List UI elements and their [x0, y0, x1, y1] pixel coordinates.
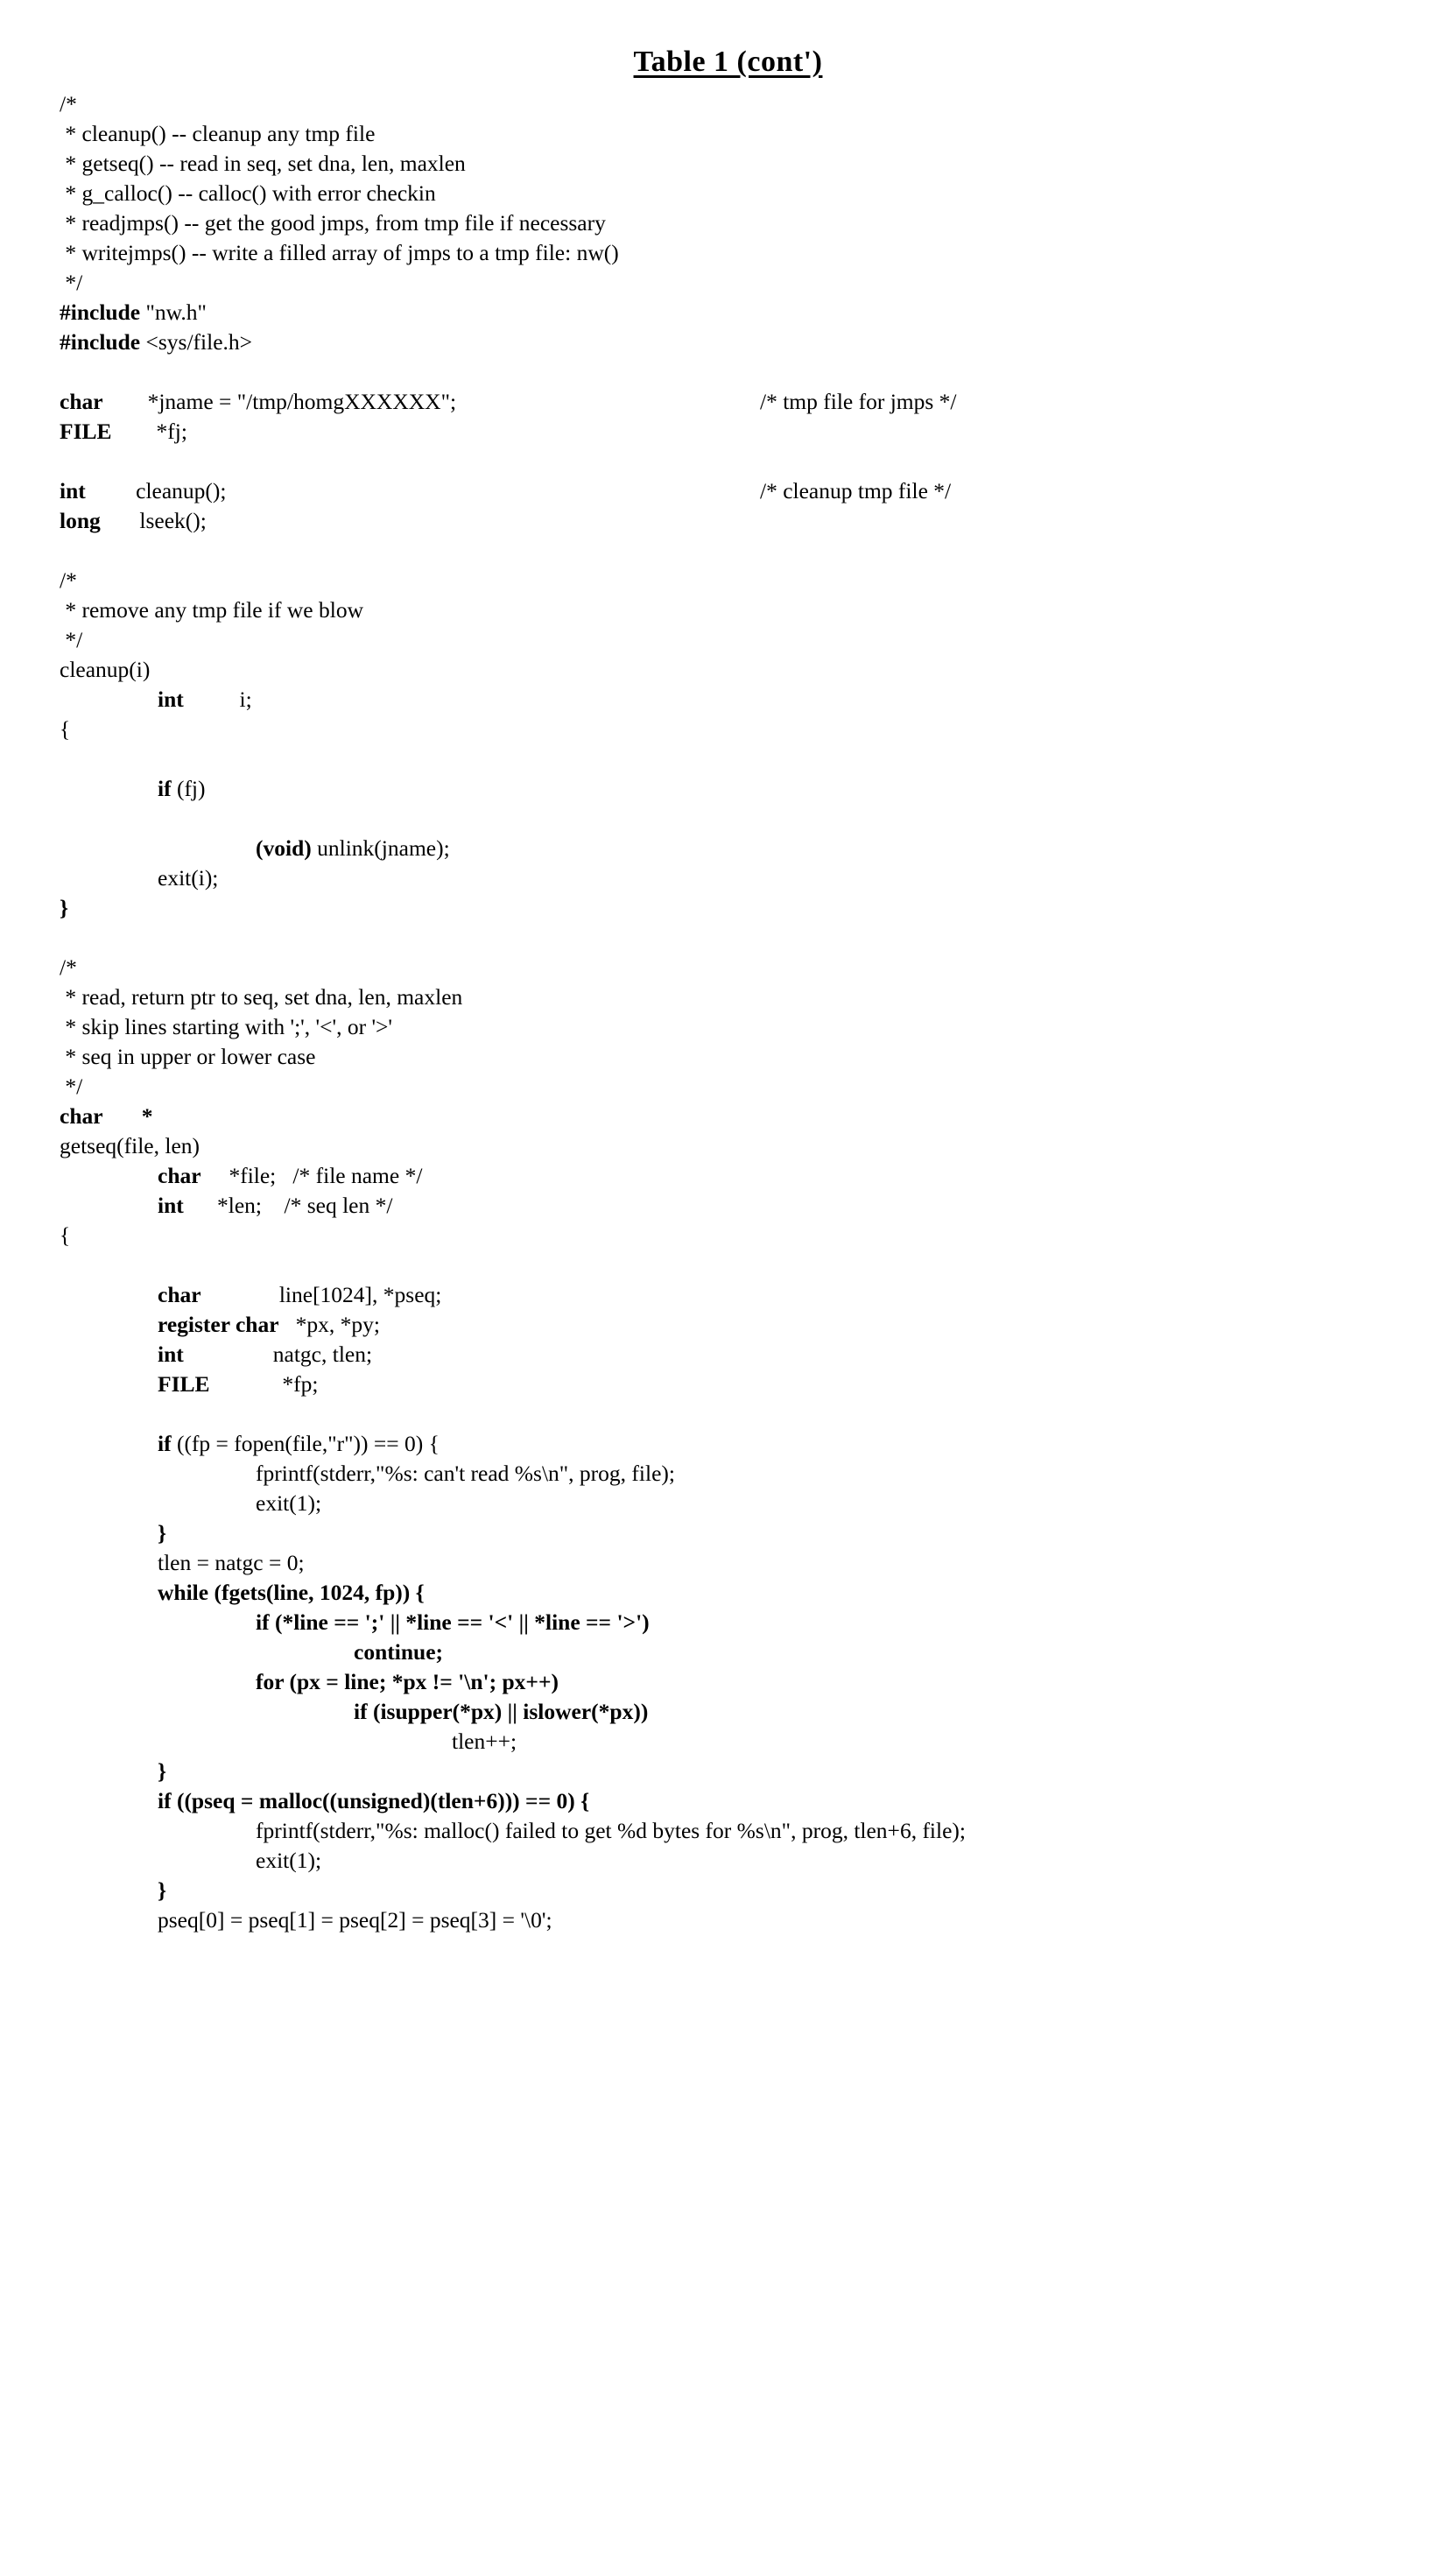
- code-keyword: continue;: [354, 1639, 443, 1665]
- code-keyword: }: [158, 1758, 167, 1784]
- code-keyword: int: [60, 478, 86, 503]
- code-keyword: (void): [256, 835, 312, 861]
- code-line: [158, 1786, 1425, 1816]
- code-keyword: FILE: [158, 1371, 210, 1397]
- code-line: [60, 1012, 1425, 1042]
- code-keyword: if: [158, 1431, 172, 1456]
- code-text: /*: [60, 91, 77, 116]
- code-line: [60, 655, 1425, 685]
- code-line: [60, 1072, 1425, 1102]
- code-line: [60, 625, 1425, 655]
- code-line: [158, 1876, 1425, 1905]
- code-line: [158, 1548, 1425, 1578]
- code-text: * cleanup() -- cleanup any tmp file: [60, 121, 376, 146]
- code-line: [60, 506, 1425, 536]
- code-text: lseek();: [100, 508, 207, 533]
- code-text: * writejmps() -- write a filled array of jmps to a tmp file: nw(): [60, 240, 619, 265]
- code-line: [256, 1667, 1425, 1697]
- code-keyword: #include: [60, 329, 141, 355]
- code-line: [256, 834, 1425, 863]
- code-line: [60, 298, 1425, 327]
- code-inline-comment: /* cleanup tmp file */: [760, 478, 952, 503]
- code-keyword: int: [158, 687, 184, 712]
- code-line: [354, 1637, 1425, 1667]
- code-text: {: [60, 716, 71, 742]
- code-text: *fj;: [111, 419, 187, 444]
- code-text: ((fp = fopen(file,"r")) == 0) {: [171, 1431, 440, 1456]
- code-keyword: ((pseq = malloc((: [171, 1788, 338, 1813]
- code-line: [60, 387, 1425, 417]
- code-text: tlen = natgc = 0;: [158, 1550, 305, 1575]
- code-text: * g_calloc() -- calloc() with error checkin: [60, 180, 436, 206]
- code-keyword: (fgets(line, 1024, fp)) {: [208, 1580, 425, 1605]
- code-line: [60, 893, 1425, 923]
- code-line: [60, 715, 1425, 744]
- code-line: [354, 1697, 1425, 1727]
- code-keyword: if: [354, 1699, 368, 1724]
- code-keyword: if: [158, 776, 172, 801]
- code-text: line[1024], *pseq;: [200, 1282, 442, 1307]
- code-inline-comment: /* tmp file for jmps */: [760, 389, 957, 414]
- page-title: [0, 46, 1456, 79]
- code-line: [60, 119, 1425, 149]
- code-line: [158, 1429, 1425, 1459]
- code-line: [60, 1102, 1425, 1131]
- code-text: {: [60, 1222, 71, 1248]
- code-text: i;: [183, 687, 252, 712]
- code-keyword: )(tlen+6))) == 0) {: [422, 1788, 590, 1813]
- code-line: [158, 1340, 1425, 1370]
- code-keyword: char: [158, 1282, 201, 1307]
- code-line: [256, 1846, 1425, 1876]
- code-line: [158, 1310, 1425, 1340]
- code-line: [158, 1191, 1425, 1221]
- code-keyword: long: [60, 508, 101, 533]
- code-text: "nw.h": [140, 299, 207, 325]
- code-line: [60, 566, 1425, 595]
- code-text: * seq in upper or lower case: [60, 1044, 316, 1069]
- code-keyword: unsigned: [337, 1788, 423, 1813]
- code-line: [158, 774, 1425, 804]
- code-text: cleanup();: [85, 478, 227, 503]
- code-line: [158, 1518, 1425, 1548]
- code-text: fprintf(stderr,"%s: can't read %s\n", prog, file);: [256, 1461, 675, 1486]
- code-text: pseq[0] = pseq[1] = pseq[2] = pseq[3] = '\0';: [158, 1907, 552, 1933]
- code-line: [60, 89, 1425, 119]
- code-text: * readjmps() -- get the good jmps, from tmp file if necessary: [60, 210, 606, 236]
- code-line: [60, 208, 1425, 238]
- code-text: fprintf(stderr,"%s: malloc() failed to get %d bytes for %s\n", prog, tlen+6, file);: [256, 1818, 966, 1843]
- code-keyword: int: [158, 1341, 184, 1367]
- code-line: [158, 863, 1425, 893]
- code-text: natgc, tlen;: [183, 1341, 373, 1367]
- code-keyword: }: [60, 895, 69, 920]
- code-line: [60, 1131, 1425, 1161]
- code-line: [158, 1757, 1425, 1786]
- code-line: [60, 149, 1425, 179]
- page-title-text: Table 1 (cont'): [633, 46, 823, 78]
- code-text: <sys/file.h>: [140, 329, 253, 355]
- code-keyword: int: [158, 1193, 184, 1218]
- code-line: [60, 238, 1425, 268]
- code-text: (fj): [171, 776, 206, 801]
- code-line: [60, 1042, 1425, 1072]
- code-keyword: for: [256, 1669, 285, 1694]
- code-line: [158, 1280, 1425, 1310]
- code-line: [256, 1489, 1425, 1518]
- code-line: [452, 1727, 1425, 1757]
- code-text: /*: [60, 567, 77, 593]
- code-line: [158, 1578, 1425, 1608]
- code-text: */: [60, 1074, 83, 1099]
- code-keyword: *: [102, 1103, 153, 1129]
- code-keyword: if: [256, 1609, 270, 1635]
- code-text: cleanup(i): [60, 657, 151, 682]
- code-text: * getseq() -- read in seq, set dna, len, maxlen: [60, 151, 466, 176]
- code-keyword: }: [158, 1877, 167, 1903]
- code-keyword: char: [158, 1163, 201, 1188]
- code-keyword: register char: [158, 1312, 279, 1337]
- code-keyword: }: [158, 1520, 167, 1546]
- code-line: [158, 1161, 1425, 1191]
- code-line: [158, 685, 1425, 715]
- code-line: [60, 982, 1425, 1012]
- code-keyword: char: [60, 1103, 103, 1129]
- code-text: getseq(file, len): [60, 1133, 200, 1158]
- code-text: *jname = "/tmp/homgXXXXXX";: [102, 389, 457, 414]
- code-text: * read, return ptr to seq, set dna, len, maxlen: [60, 984, 463, 1010]
- code-keyword: (px = line; *px != '\n'; px++): [284, 1669, 559, 1694]
- code-text: /* file name */: [276, 1163, 423, 1188]
- code-line: [60, 1221, 1425, 1250]
- code-text: /*: [60, 954, 77, 980]
- code-text: *file;: [200, 1163, 277, 1188]
- code-line: [60, 953, 1425, 982]
- code-line: [256, 1459, 1425, 1489]
- code-text: unlink(jname);: [311, 835, 450, 861]
- code-line: [60, 268, 1425, 298]
- code-text: * skip lines starting with ';', '<', or '>': [60, 1014, 393, 1039]
- code-keyword: FILE: [60, 419, 112, 444]
- code-text: *px, *py;: [278, 1312, 381, 1337]
- code-line: [256, 1608, 1425, 1637]
- code-line: [60, 417, 1425, 447]
- code-text: exit(1);: [256, 1848, 322, 1873]
- code-keyword: (isupper(*px) || islower(*px)): [367, 1699, 649, 1724]
- code-text: */: [60, 270, 83, 295]
- code-line: [60, 595, 1425, 625]
- code-text: * remove any tmp file if we blow: [60, 597, 363, 623]
- code-text: /* seq len */: [262, 1193, 393, 1218]
- code-text: */: [60, 627, 83, 652]
- code-text: *fp;: [209, 1371, 319, 1397]
- code-text: *len;: [183, 1193, 263, 1218]
- code-line: [158, 1905, 1425, 1935]
- code-line: [60, 327, 1425, 357]
- code-text: exit(i);: [158, 865, 219, 891]
- code-text: tlen++;: [452, 1729, 517, 1754]
- code-line: [60, 476, 1425, 506]
- code-keyword: if: [158, 1788, 172, 1813]
- code-keyword: (*line == ';' || *line == '<' || *line == '>'): [269, 1609, 650, 1635]
- code-text: exit(1);: [256, 1490, 322, 1516]
- code-line: [158, 1370, 1425, 1399]
- code-line: [256, 1816, 1425, 1846]
- code-keyword: #include: [60, 299, 141, 325]
- code-keyword: char: [60, 389, 103, 414]
- code-line: [60, 179, 1425, 208]
- code-keyword: while: [158, 1580, 209, 1605]
